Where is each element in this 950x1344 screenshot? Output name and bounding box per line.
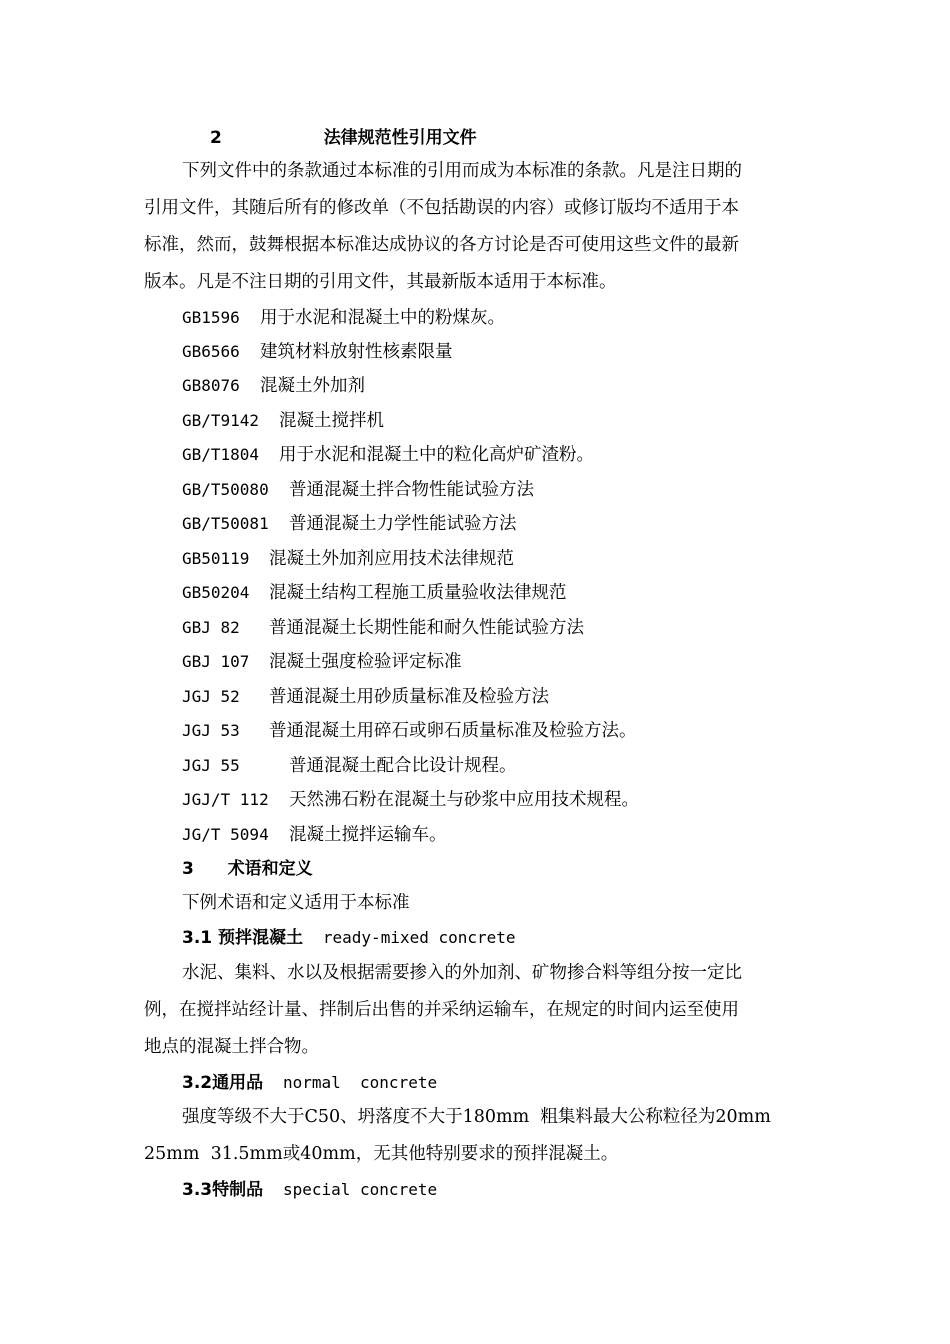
reference-item	[182, 581, 567, 605]
reference-code: GB50119	[182, 549, 250, 568]
paragraph-line: 水泥、集料、水以及根据需要掺入的外加剂、矿物掺合料等组分按一定比	[182, 963, 742, 983]
reference-item	[182, 616, 584, 640]
reference-code: GBJ 107	[182, 652, 250, 671]
reference-title: 普通混凝土长期性能和耐久性能试验方法	[269, 618, 584, 638]
reference-code: GB6566	[182, 342, 240, 361]
reference-code: JGJ 55	[182, 756, 240, 775]
reference-item	[182, 478, 534, 502]
paragraph-line: 下列文件中的条款通过本标准的引用而成为本标准的条款。凡是注日期的	[182, 161, 742, 181]
reference-title: 普通混凝土用砂质量标准及检验方法	[269, 687, 549, 707]
reference-item	[182, 547, 514, 571]
reference-title: 混凝土外加剂	[260, 376, 365, 396]
reference-code: GB/T50080	[182, 480, 269, 499]
paragraph-line: 标准，然而，鼓舞根据本标准达成协议的各方讨论是否可使用这些文件的最新	[144, 235, 739, 255]
reference-code: GB/T50081	[182, 514, 269, 533]
reference-item	[182, 374, 365, 398]
reference-code: GB/T1804	[182, 445, 260, 464]
reference-item	[182, 788, 639, 812]
term-english: special concrete	[282, 1180, 438, 1199]
reference-item	[182, 685, 549, 709]
reference-title: 混凝土搅拌运输车。	[289, 825, 447, 845]
section-intro: 下例术语和定义适用于本标准	[182, 893, 410, 913]
paragraph-line: 例，在搅拌站经计量、拌制后出售的并采纳运输车，在规定的时间内运至使用	[144, 1000, 739, 1020]
section-title: 法律规范性引用文件	[323, 128, 477, 148]
section-number: 3	[182, 859, 194, 879]
reference-title: 混凝土强度检验评定标准	[269, 652, 462, 672]
reference-title: 普通混凝土拌合物性能试验方法	[289, 480, 534, 500]
term-number: 3.3	[182, 1180, 213, 1200]
reference-item	[182, 340, 453, 364]
reference-title: 普通混凝土力学性能试验方法	[289, 514, 517, 534]
term-number: 3.2	[182, 1073, 213, 1093]
reference-code: GB50204	[182, 583, 250, 602]
term-english: normal concrete	[282, 1073, 438, 1092]
section-2-heading	[210, 126, 477, 150]
term-chinese: 预拌混凝土	[218, 928, 304, 948]
term-heading	[182, 1178, 437, 1202]
paragraph-line: 版本。凡是不注日期的引用文件，其最新版本适用于本标准。	[144, 272, 617, 292]
reference-code: JG/T 5094	[182, 825, 269, 844]
paragraph-line: 强度等级不大于C50、坍落度不大于180mm 粗集料最大公称粒径为20mm	[182, 1107, 771, 1127]
reference-item	[182, 719, 637, 743]
reference-item	[182, 306, 505, 330]
term-english: ready-mixed concrete	[322, 928, 516, 947]
reference-code: GB8076	[182, 376, 240, 395]
reference-code: GBJ 82	[182, 618, 240, 637]
section-number: 2	[210, 128, 222, 148]
reference-item	[182, 650, 462, 674]
reference-title: 混凝土结构工程施工质量验收法律规范	[269, 583, 567, 603]
term-heading	[182, 926, 516, 950]
paragraph-line: 引用文件，其随后所有的修改单（不包括勘误的内容）或修订版均不适用于本	[144, 198, 739, 218]
reference-code: JGJ/T 112	[182, 790, 269, 809]
paragraph-line: 地点的混凝土拌合物。	[144, 1037, 319, 1057]
reference-title: 普通混凝土用碎石或卵石质量标准及检验方法。	[269, 721, 637, 741]
reference-code: GB/T9142	[182, 411, 260, 430]
reference-code: JGJ 52	[182, 687, 240, 706]
reference-code: JGJ 53	[182, 721, 240, 740]
term-number: 3.1	[182, 928, 213, 948]
reference-title: 混凝土搅拌机	[279, 411, 384, 431]
reference-item	[182, 443, 594, 467]
reference-title: 普通混凝土配合比设计规程。	[289, 756, 517, 776]
reference-item	[182, 409, 384, 433]
reference-title: 建筑材料放射性核素限量	[260, 342, 453, 362]
section-title: 术语和定义	[227, 859, 313, 879]
term-chinese: 特制品	[212, 1180, 264, 1200]
section-3-heading	[182, 857, 313, 881]
reference-title: 天然沸石粉在混凝土与砂浆中应用技术规程。	[289, 790, 639, 810]
reference-item	[182, 823, 447, 847]
reference-code: GB1596	[182, 308, 240, 327]
reference-title: 用于水泥和混凝土中的粉煤灰。	[260, 308, 505, 328]
reference-item	[182, 754, 517, 778]
term-chinese: 通用品	[212, 1073, 264, 1093]
term-heading	[182, 1071, 437, 1095]
reference-item	[182, 512, 517, 536]
reference-title: 用于水泥和混凝土中的粒化高炉矿渣粉。	[279, 445, 594, 465]
reference-title: 混凝土外加剂应用技术法律规范	[269, 549, 514, 569]
paragraph-line: 25mm 31.5mm或40mm，无其他特别要求的预拌混凝土。	[144, 1144, 619, 1164]
